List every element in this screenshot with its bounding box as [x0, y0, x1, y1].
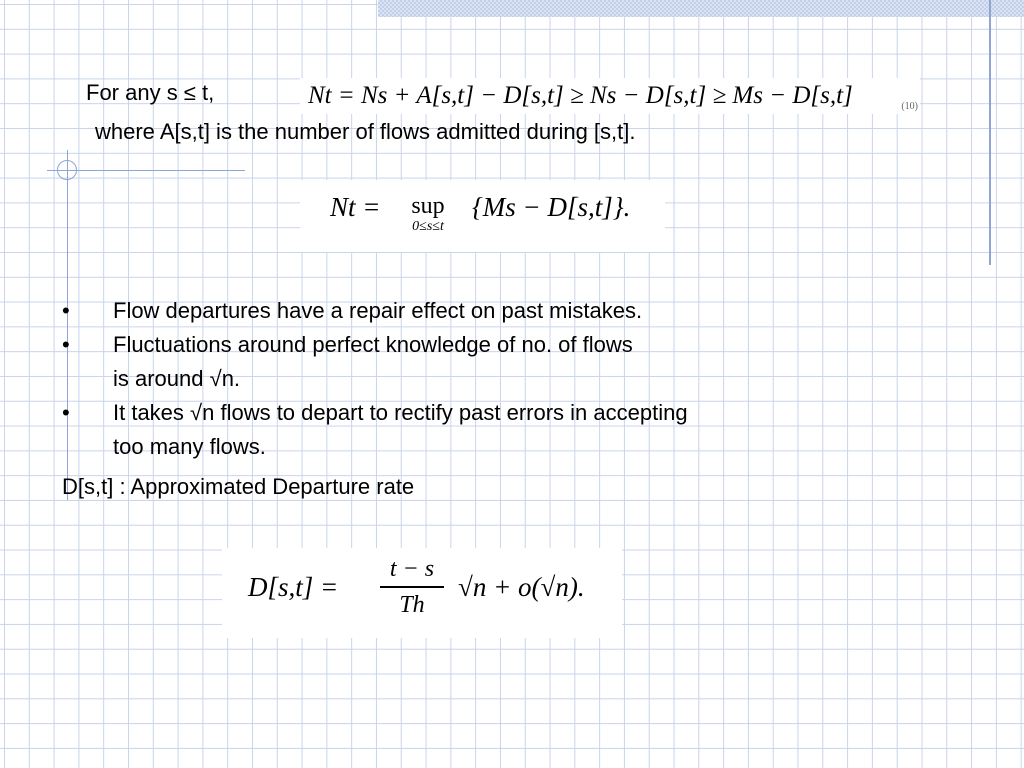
bullet-1-line-1: Flow departures have a repair effect on past mistakes.	[113, 298, 643, 323]
equation-3-denominator: Th	[399, 592, 425, 618]
bullet-2-line-1: Fluctuations around perfect knowledge of no. of flows	[113, 332, 633, 357]
departure-label: D[s,t] : Approximated Departure rate	[62, 474, 415, 499]
circle-ornament	[57, 160, 77, 180]
bullet-2-line-2: is around √n.	[113, 366, 241, 391]
right-accent-line	[989, 0, 991, 265]
equation-1-text: Nt = Ns + A[s,t] − D[s,t] ≥ Ns − D[s,t] ≥ Ms − D[s,t]	[308, 82, 853, 109]
equation-3-fraction	[372, 554, 452, 620]
equation-1	[300, 78, 920, 114]
equation-1-number: (10)	[901, 101, 918, 112]
bullet-3-line-1: It takes √n flows to depart to rectify past errors in accepting	[113, 400, 688, 425]
bullet-3-glyph: •	[62, 400, 70, 425]
intro-prefix: For any s ≤ t,	[86, 80, 215, 105]
equation-3-numerator: t − s	[389, 556, 435, 582]
equation-2-sup	[400, 194, 456, 236]
bullet-3-line-2: too many flows.	[113, 434, 266, 459]
fraction-bar	[380, 586, 444, 588]
equation-2-sub: 0≤s≤t	[412, 219, 444, 234]
equation-2-op: sup	[411, 193, 445, 219]
left-accent-line	[67, 150, 68, 500]
equation-2-rhs: {Ms − D[s,t]}.	[472, 192, 631, 222]
equation-3	[222, 548, 622, 638]
equation-2	[300, 180, 665, 252]
equation-3-lhs: D[s,t] =	[248, 572, 339, 602]
equation-2-lhs: Nt =	[330, 192, 381, 222]
bullet-2-glyph: •	[62, 332, 70, 357]
bullet-1-glyph: •	[62, 298, 70, 323]
top-decorative-band	[378, 0, 1024, 17]
intro-where: where A[s,t] is the number of flows admitted during [s,t].	[95, 119, 636, 144]
equation-3-rhs: √n + o(√n).	[458, 572, 585, 602]
